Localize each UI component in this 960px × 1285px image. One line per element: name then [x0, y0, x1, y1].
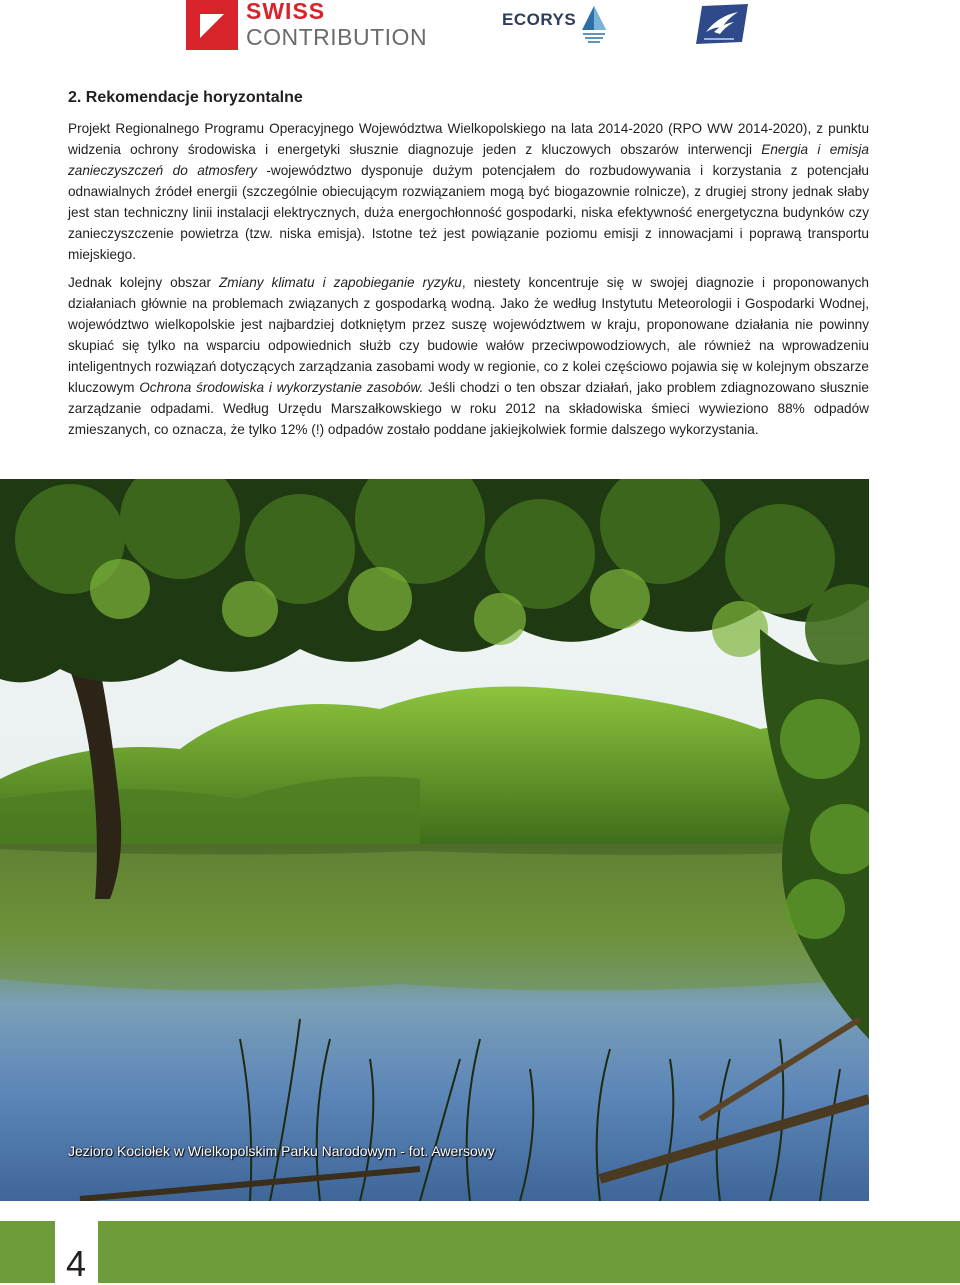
- swiss-logo-line1: SWISS: [246, 0, 326, 24]
- page-number: 4: [66, 1243, 87, 1284]
- ecorys-logo: [502, 4, 612, 48]
- header-logos: [0, 0, 960, 60]
- ecorys-sail-icon: [580, 4, 608, 48]
- p2-part-a: Jednak kolejny obszar: [68, 275, 219, 290]
- p2-emphasis-1: Zmiany klimatu i zapobieganie ryzyku: [218, 275, 462, 290]
- p1-part-b: -województwo dysponuje dużym potencjałem do rozbudowywania i korzystania z potencjału odnawialnych źródeł energii (szczególnie obiecującym rozwiązaniem mogą być biogazownie rolnicze), z drugiej strony jednak słaby jest stan techniczny linii instalacji elektrycznych, duża energochłonność gospodarki, niska efektywność energetyczna budynków czy zanieczyszczenie powietrza (tzw. niska emisja). Istotne też jest powiązanie poziomu emisji z innowacjami i poprawą transportu miejskiego.: [68, 163, 869, 262]
- swiss-contribution-logo: [186, 0, 428, 52]
- p2-part-b: , niestety koncentruje się w swojej diagnozie i proponowanych działaniach głównie na problemach związanych z gospodarką wodną. Jako że według Instytutu Meteorologii i Gospodarki Wodnej, województwo wielkopolskie jest najbardziej dotkniętym przez suszę województwem w kraju, proponowane działania nie powinny skupiać się tylko na wsparciu odpowiednich służb czy budowie wałów przeciwpowodziowych, ale również na wprowadzeniu inteligentnych rozwiązań dotyczących zarządzania zasobami wody w regionie, co z kolei częściowo pojawia się w kolejnym obszarze kluczowym: [68, 275, 869, 395]
- p2-part-c: Jeśli chodzi o ten obszar działań, jako problem zdiagnozowano słusznie zarządzanie odpadami. Według Urzędu Marszałkowskiego w roku 2012 na składowiska śmieci wywieziono 88% odpadów zmieszanych, co oznacza, że tylko 12% (!) odpadów zostało poddane jakiejkolwiek formie dalszego wykorzystania.: [68, 380, 869, 437]
- p2-emphasis-2: Ochrona środowiska i wykorzystanie zasobów.: [139, 380, 424, 395]
- footer-bar: [0, 1221, 960, 1283]
- paragraph-2: [68, 272, 869, 440]
- bird-logo-icon: [694, 2, 750, 48]
- swiss-cross-flag-icon: [186, 0, 238, 50]
- body-text: [68, 118, 869, 447]
- swiss-logo-line2: CONTRIBUTION: [246, 24, 428, 50]
- lake-photo: [0, 479, 869, 1201]
- ecorys-logo-text: ECORYS: [502, 10, 577, 29]
- p1-part-a: Projekt Regionalnego Programu Operacyjnego Województwa Wielkopolskiego na lata 2014-2020 (RPO WW 2014-2020), z punktu widzenia ochrony środowiska i energetyki słusznie diagnozuje jeden z kluczowych obszarów interwencji: [68, 121, 869, 157]
- section-heading: 2. Rekomendacje horyzontalne: [68, 89, 303, 106]
- paragraph-1: [68, 118, 869, 265]
- p1-emphasis-1: Energia i emisja zanieczyszczeń do atmosfery: [68, 142, 869, 178]
- photo-caption: Jezioro Kociołek w Wielkopolskim Parku Narodowym - fot. Awersowy: [68, 1143, 495, 1159]
